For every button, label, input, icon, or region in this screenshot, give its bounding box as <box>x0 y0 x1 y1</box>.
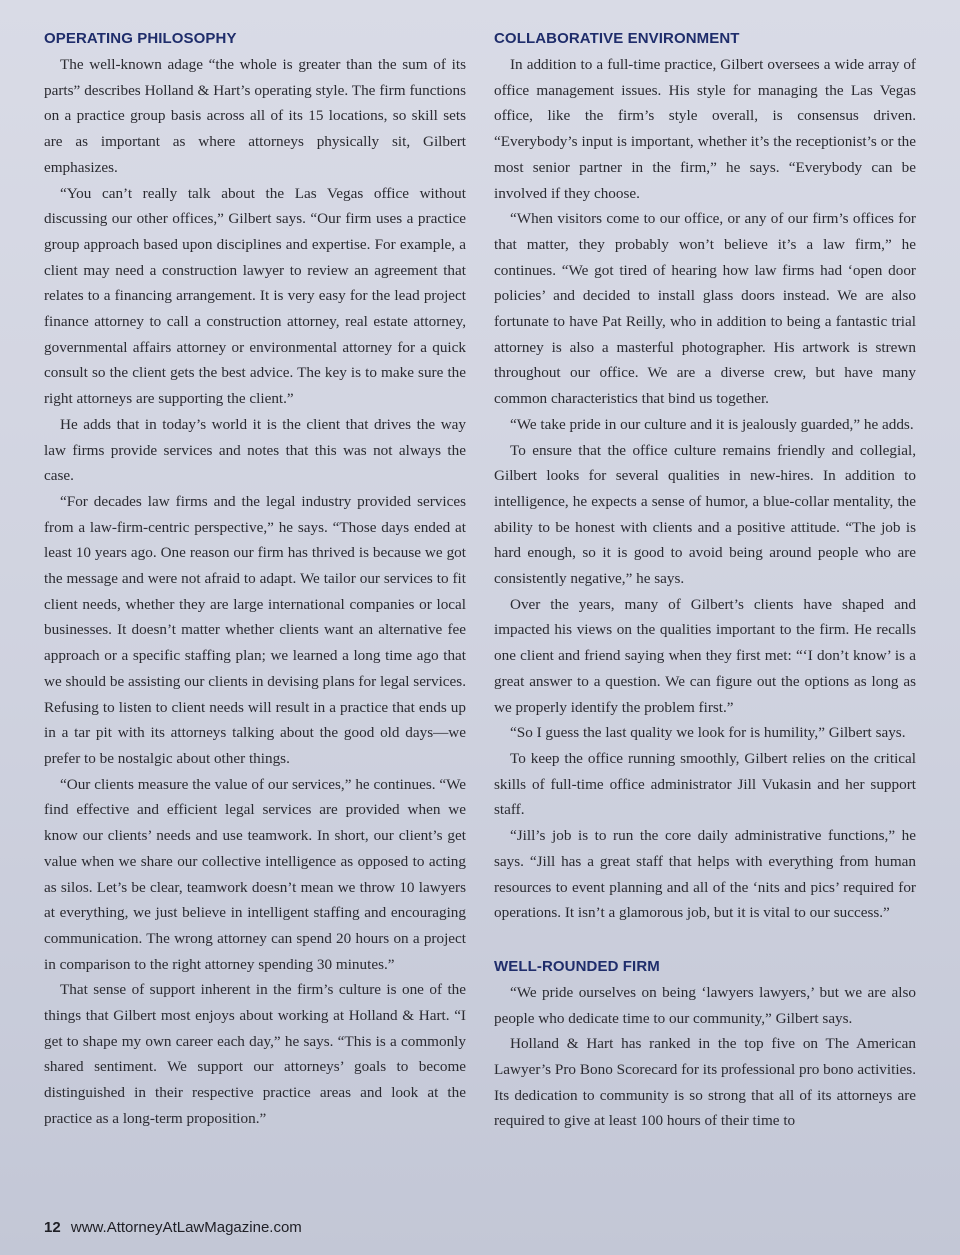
section-heading-well-rounded-firm: WELL-ROUNDED FIRM <box>494 957 660 975</box>
paragraph: “Our clients measure the value of our services,” he continues. “We find effective and efficient legal services are provided when we know our clients’ needs and use teamwork. In short, our client’s get value when we share our collective intelligence as opposed to acting as silos. Let’s be clear, teamwork doesn’t mean we throw 10 lawyers at everything, we just believe in intelligent staffing and encouraging communication. The wrong attorney can spend 20 hours on a project in comparison to the right attorney spending 30 minutes.” <box>44 775 466 973</box>
section-heading-collaborative-environment: COLLABORATIVE ENVIRONMENT <box>494 30 740 47</box>
paragraph: “So I guess the last quality we look for is humility,” Gilbert says. <box>510 724 906 742</box>
paragraph: To ensure that the office culture remains friendly and collegial, Gilbert looks for several qualities in new-hires. In addition to intelligence, he expects a sense of humor, a blue-collar mentality, the ability to be honest with clients and a positive attitude. “The job is hard enough, so it is good to avoid being around people who are consistently negative,” he says. <box>494 441 916 588</box>
paragraph: He adds that in today’s world it is the client that drives the way law firms provide services and notes that this was not always the case. <box>44 415 466 485</box>
section-heading-operating-philosophy: OPERATING PHILOSOPHY <box>44 30 237 47</box>
paragraph: “We take pride in our culture and it is jealously guarded,” he adds. <box>510 415 914 433</box>
paragraph: “For decades law firms and the legal industry provided services from a law-firm-centric perspective,” he says. “Those days ended at least 10 years ago. One reason our firm has thrived is because we got the message and were not afraid to adapt. We tailor our services to fit client needs, whether they are large international companies or local businesses. It doesn’t matter whether clients want an alternative fee approach or a specific staffing plan; we learned a long time ago that we should be assisting our clients in devising plans for legal services. Refusing to listen to client needs will result in a practice that ends up in a tar pit with its attorneys talking about the good old days—we prefer to be nostalgic about other things. <box>44 492 466 767</box>
paragraph: Over the years, many of Gilbert’s clients have shaped and impacted his views on the qualities important to the firm. He recalls one client and friend saying when they first met: “‘I don’t know’ is a great answer to a question. We can figure out the options as long as we properly identify the problem first.” <box>494 595 916 716</box>
page-footer <box>44 1219 302 1236</box>
paragraph: Holland & Hart has ranked in the top five on The American Lawyer’s Pro Bono Scorecard for its professional pro bono activities. Its dedication to community is so strong that all of its attorneys are required to give at least 100 hours of their time to <box>494 1035 916 1130</box>
magazine-url: www.AttorneyAtLawMagazine.com <box>70 1219 302 1236</box>
paragraph: In addition to a full-time practice, Gilbert oversees a wide array of office management issues. His style for managing the Las Vegas office, like the firm’s style overall, is consensus driven. “Everybody’s input is important, whether it’s the receptionist’s or the most senior partner in the firm,” he says. “Everybody can be involved if they choose. <box>494 56 916 202</box>
paragraph: “When visitors come to our office, or any of our firm’s offices for that matter, they probably won’t believe it’s a law firm,” he continues. “We got tired of hearing how law firms had ‘open door policies’ and decided to install glass doors instead. We are also fortunate to have Pat Reilly, who in addition to being a fantastic trial attorney is also a masterful photographer. His artwork is strewn throughout our office. We are a diverse crew, but have many common characteristics that bind us together. <box>494 210 916 408</box>
paragraph: That sense of support inherent in the firm’s culture is one of the things that Gilbert most enjoys about working at Holland & Hart. “I get to shape my own career each day,” he says. “This is a commonly shared sentiment. We support our attorneys’ goals to become distinguished in their respective practice areas and look at the practice as a long-term proposition.” <box>44 981 466 1127</box>
right-column <box>494 28 916 1134</box>
paragraph: “You can’t really talk about the Las Vegas office without discussing our other offices,” Gilbert says. “Our firm uses a practice group approach based upon disciplines and expertise. For example, a client may need a construction lawyer to review an agreement that relates to a financing arrangement. It is very easy for the lead project finance attorney to call a construction attorney, real estate attorney, governmental affairs attorney or environmental attorney for a quick consult so the client gets the best advice. The key is to make sure the right attorneys are supporting the client.” <box>44 184 466 408</box>
paragraph: “We pride ourselves on being ‘lawyers lawyers,’ but we are also people who dedicate time to our community,” Gilbert says. <box>494 983 916 1027</box>
paragraph: “Jill’s job is to run the core daily administrative functions,” he says. “Jill has a great staff that helps with everything from human resources to event planning and all of the ‘nits and pics’ required for operations. It isn’t a glamorous job, but it is vital to our success.” <box>494 827 916 922</box>
page-number: 12 <box>44 1219 61 1236</box>
paragraph: The well-known adage “the whole is greater than the sum of its parts” describes Holland & Hart’s operating style. The firm functions on a practice group basis across all of its 15 locations, so skill sets are as important as where attorneys physically sit, Gilbert emphasizes. <box>44 56 466 176</box>
left-column <box>44 28 466 1132</box>
paragraph: To keep the office running smoothly, Gilbert relies on the critical skills of full-time office administrator Jill Vukasin and her support staff. <box>494 749 916 819</box>
